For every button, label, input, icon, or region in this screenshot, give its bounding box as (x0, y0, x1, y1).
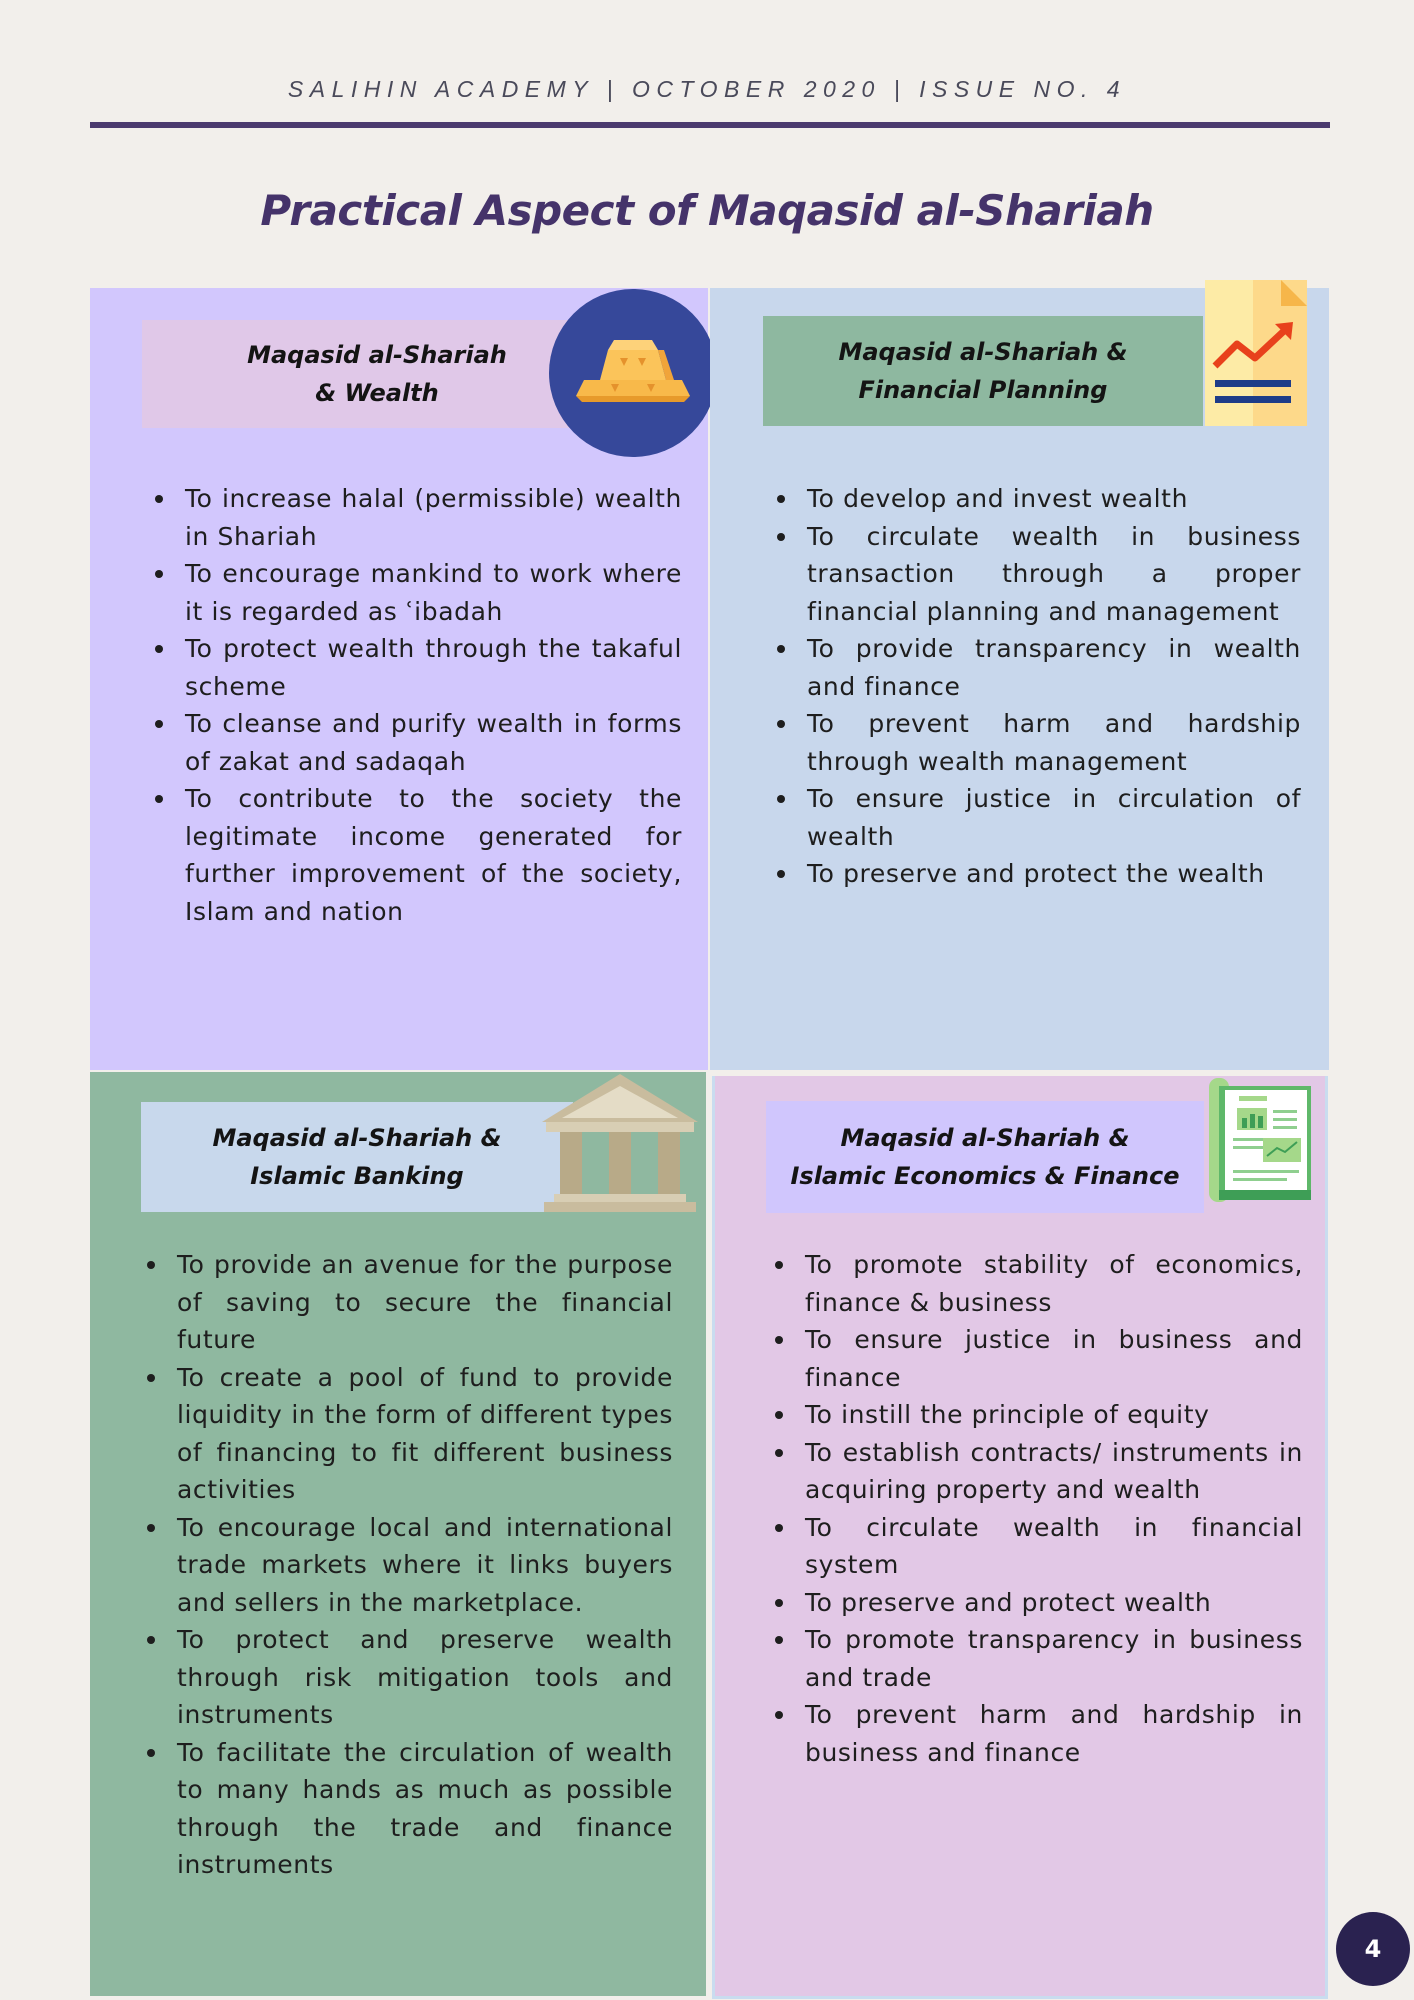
list-item: To promote stability of economics, finance & business (805, 1246, 1303, 1321)
list-item: To circulate wealth in business transaction through a proper financial planning and management (807, 518, 1301, 631)
masthead: SALIHIN ACADEMY | OCTOBER 2020 | ISSUE NO. 4 (287, 76, 1127, 102)
page-number-badge: 4 (1336, 1912, 1410, 1986)
panel-banking-heading-line1: Maqasid al-Shariah & (212, 1124, 502, 1152)
list-item: To circulate wealth in financial system (805, 1509, 1303, 1584)
panel-planning-heading (763, 316, 1203, 426)
panel-wealth-heading (142, 320, 612, 428)
bank-building-icon (538, 1072, 702, 1214)
list-item: To create a pool of fund to provide liquidity in the form of different types of financing to fit different business activities (177, 1359, 673, 1509)
financial-report-icon (1195, 280, 1311, 426)
panel-banking-heading (141, 1102, 573, 1212)
page-title: Practical Aspect of Maqasid al-Shariah (260, 186, 1154, 235)
list-item: To prevent harm and hardship through wealth management (807, 705, 1301, 780)
list-item: To cleanse and purify wealth in forms of zakat and sadaqah (185, 705, 682, 780)
list-item: To protect wealth through the takaful scheme (185, 630, 682, 705)
panel-planning-heading-line2: Financial Planning (858, 376, 1108, 404)
list-item: To facilitate the circulation of wealth to many hands as much as possible through the trade and finance instruments (177, 1734, 673, 1884)
panel-wealth (90, 288, 708, 1070)
list-item: To preserve and protect the wealth (807, 855, 1301, 893)
list-item: To ensure justice in business and finance (805, 1321, 1303, 1396)
panel-wealth-heading-line2: & Wealth (315, 379, 439, 407)
list-item: To contribute to the society the legitimate income generated for further improvement of the society, Islam and nation (185, 780, 682, 930)
panel-planning (710, 288, 1329, 1070)
list-item: To protect and preserve wealth through risk mitigation tools and instruments (177, 1621, 673, 1734)
panel-banking-heading-line2: Islamic Banking (250, 1162, 464, 1190)
list-item: To ensure justice in circulation of wealth (807, 780, 1301, 855)
list-item: To increase halal (permissible) wealth in Shariah (185, 480, 682, 555)
panel-econ-heading (766, 1101, 1204, 1213)
panel-econ-heading-line1: Maqasid al-Shariah & (840, 1124, 1130, 1152)
panel-planning-list (765, 480, 1301, 893)
list-item: To develop and invest wealth (807, 480, 1301, 518)
panel-planning-heading-line1: Maqasid al-Shariah & (838, 338, 1128, 366)
panel-wealth-heading-line1: Maqasid al-Shariah (247, 341, 507, 369)
list-item: To encourage local and international trade markets where it links buyers and sellers in the marketplace. (177, 1509, 673, 1622)
gold-bars-icon (548, 288, 718, 458)
list-item: To establish contracts/ instruments in acquiring property and wealth (805, 1434, 1303, 1509)
list-item: To preserve and protect wealth (805, 1584, 1303, 1622)
masthead-rule (90, 122, 1330, 128)
list-item: To provide transparency in wealth and finance (807, 630, 1301, 705)
list-item: To promote transparency in business and trade (805, 1621, 1303, 1696)
panel-econ-heading-line2: Islamic Economics & Finance (790, 1162, 1180, 1190)
list-item: To instill the principle of equity (805, 1396, 1303, 1434)
panel-banking (90, 1072, 706, 1996)
panel-banking-list (135, 1246, 673, 1884)
panel-econ (712, 1076, 1328, 1999)
panel-econ-list (763, 1246, 1303, 1771)
economic-report-icon (1209, 1072, 1317, 1206)
list-item: To prevent harm and hardship in business and finance (805, 1696, 1303, 1771)
list-item: To encourage mankind to work where it is regarded as ʿibadah (185, 555, 682, 630)
list-item: To provide an avenue for the purpose of saving to secure the financial future (177, 1246, 673, 1359)
panel-wealth-list (143, 480, 682, 930)
